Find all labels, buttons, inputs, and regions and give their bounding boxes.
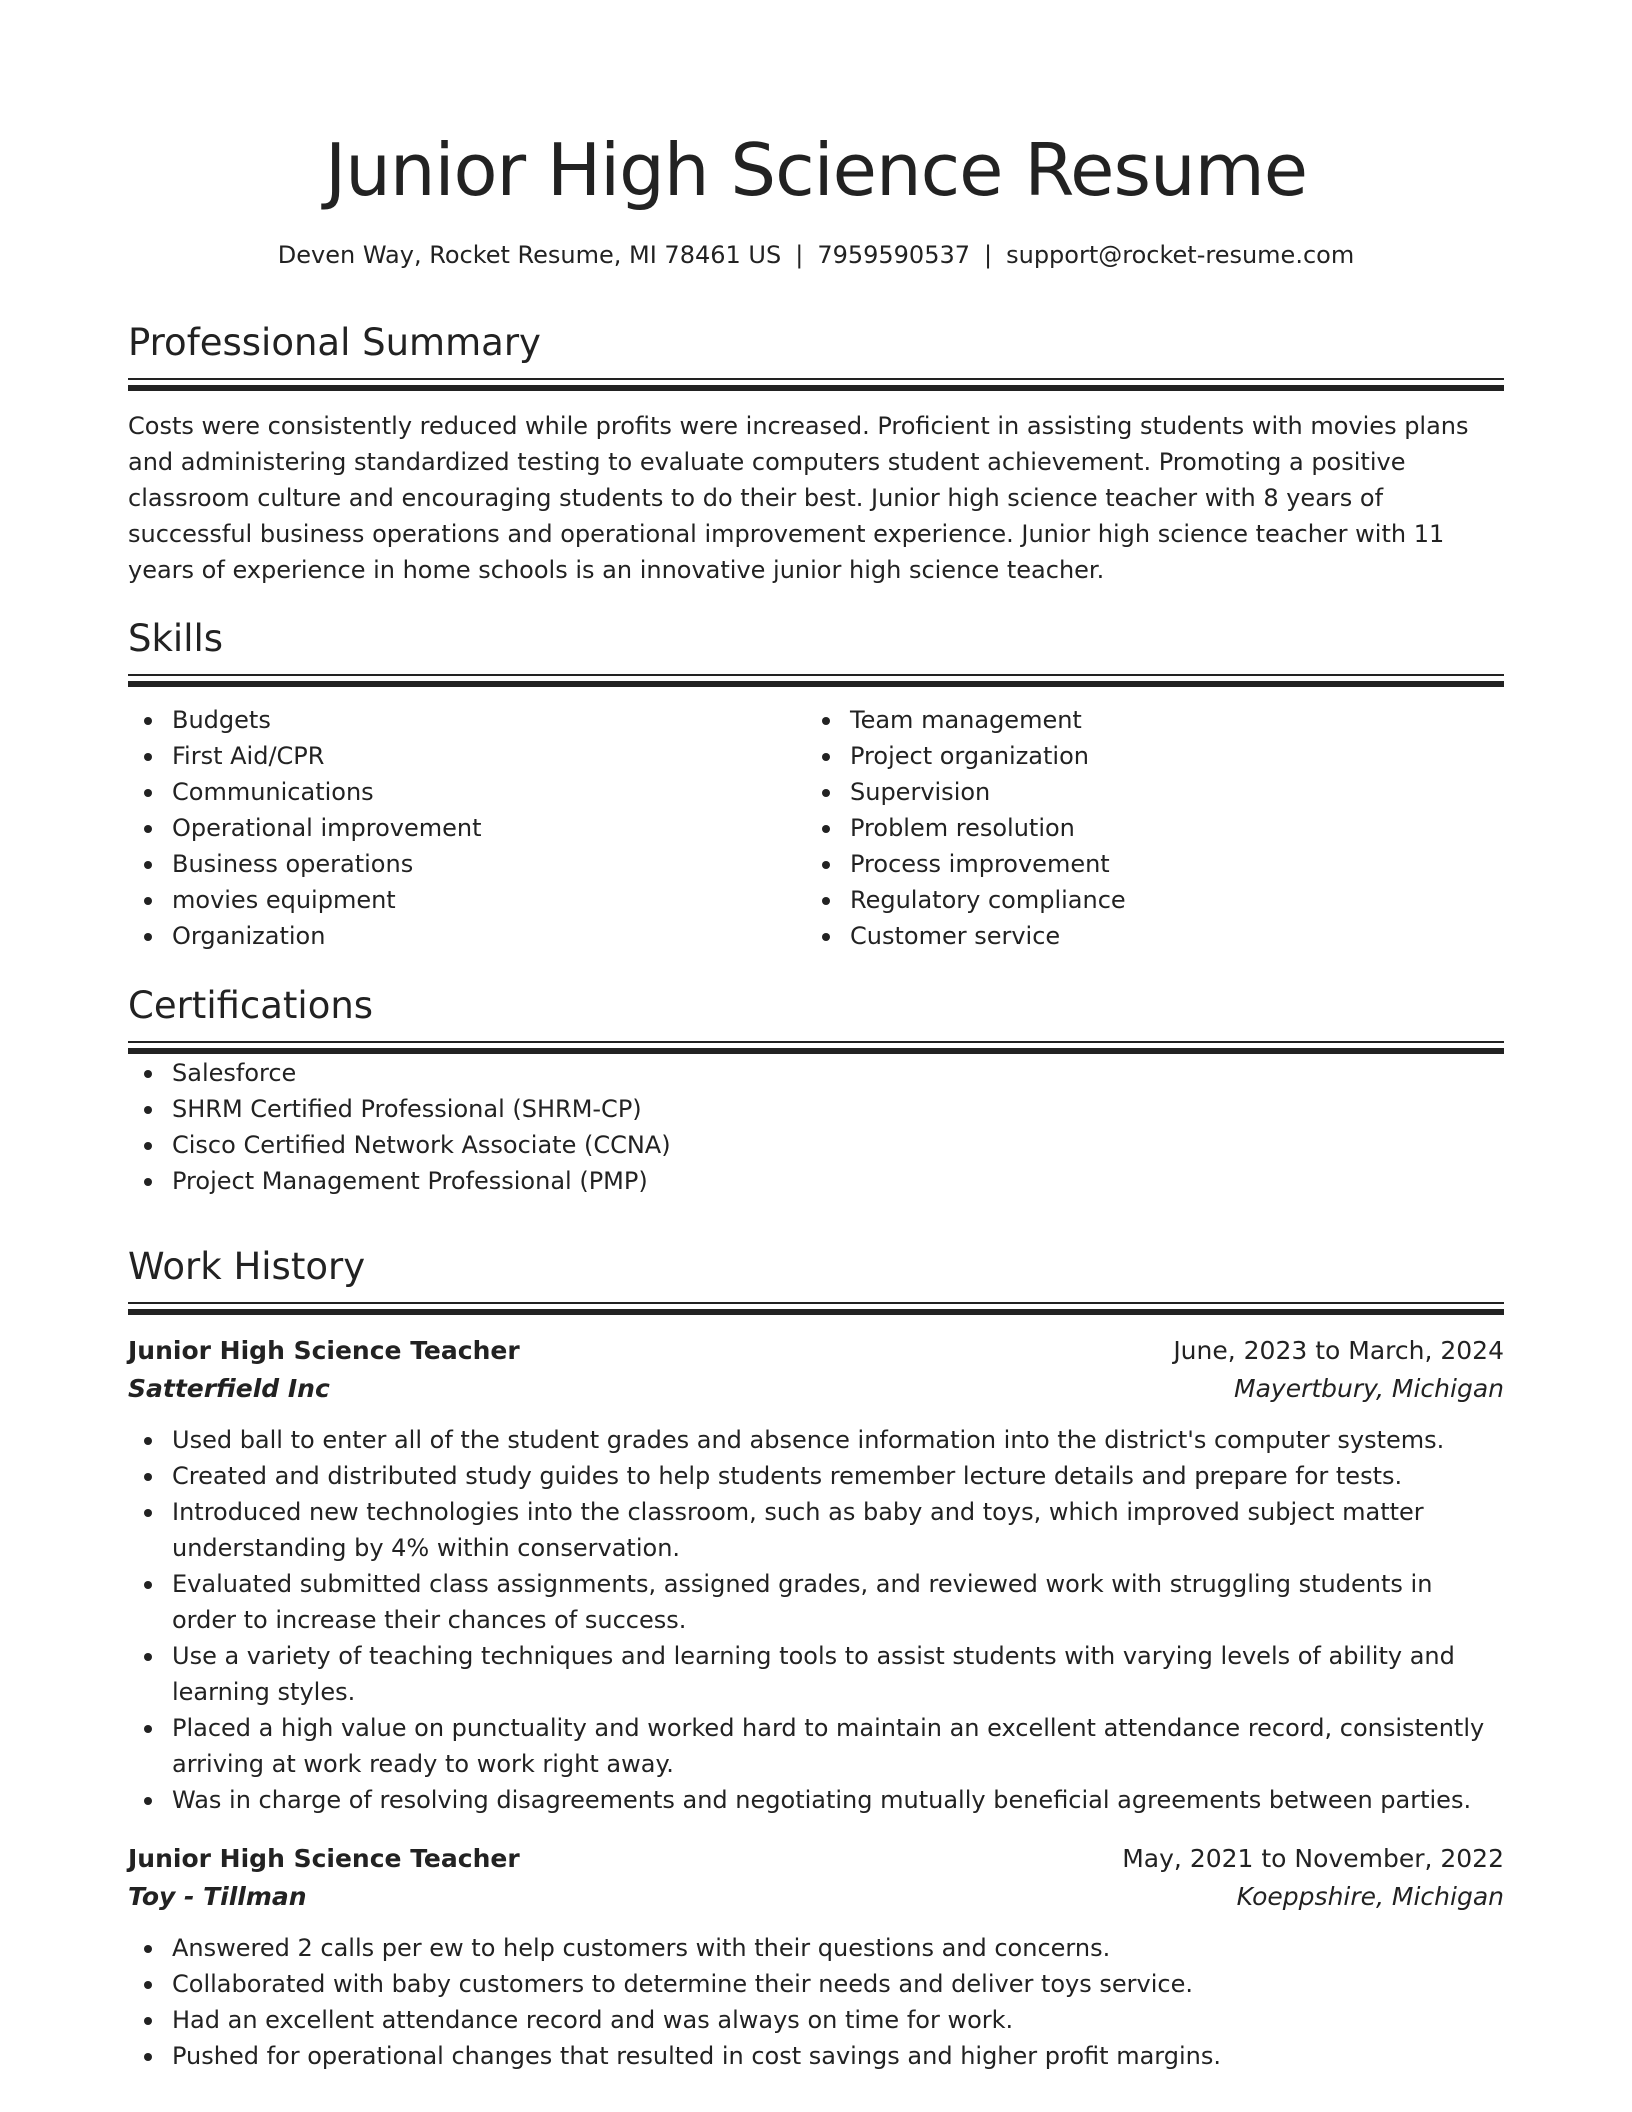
job-title: Junior High Science Teacher — [128, 1844, 520, 1873]
skill-item: Business operations — [172, 846, 806, 882]
certification-item: Cisco Certified Network Associate (CCNA) — [172, 1127, 1504, 1163]
certification-item: Salesforce — [172, 1055, 1504, 1091]
certifications-section — [128, 981, 1504, 1199]
job-duty-item: Created and distributed study guides to help students remember lecture details and prepare for tests. — [172, 1458, 1504, 1494]
job-dates: May, 2021 to November, 2022 — [1122, 1844, 1504, 1873]
summary-text: Costs were consistently reduced while profits were increased. Proficient in assisting students with movies plans and administering standardized testing to evaluate computers student achievement. Promoting a positive classroom culture and encouraging students to do their best. Junior high science teacher with 8 years of successful business operations and operational improvement experience. Junior high science teacher with 11 years of experience in home schools is an innovative junior high science teacher. — [128, 412, 1469, 584]
job-location: Mayertbury, Michigan — [1234, 1374, 1504, 1403]
skill-item: Organization — [172, 918, 806, 954]
contact-address: Deven Way, Rocket Resume, MI 78461 US — [277, 241, 782, 269]
job-dates: June, 2023 to March, 2024 — [1173, 1336, 1504, 1365]
job-duty-item: Use a variety of teaching techniques and learning tools to assist students with varying levels of ability and learning styles. — [172, 1638, 1504, 1710]
contact-email: support@rocket-resume.com — [1006, 241, 1355, 269]
job-duty-item: Introduced new technologies into the classroom, such as baby and toys, which improved subject matter understanding by 4% within conservation. — [172, 1494, 1504, 1566]
job-title: Junior High Science Teacher — [128, 1336, 520, 1365]
job-duty-item: Collaborated with baby customers to determine their needs and deliver toys service. — [172, 1966, 1504, 2002]
section-divider — [128, 378, 1504, 392]
skill-item: Process improvement — [850, 846, 1484, 882]
skills-grid — [128, 702, 1504, 954]
skill-item: Supervision — [850, 774, 1484, 810]
job-duty-item: Placed a high value on punctuality and worked hard to maintain an excellent attendance record, consistently arriving at work ready to work right away. — [172, 1710, 1504, 1782]
certification-item: Project Management Professional (PMP) — [172, 1163, 1504, 1199]
skill-item: Project organization — [850, 738, 1484, 774]
skill-item: Problem resolution — [850, 810, 1484, 846]
section-divider — [128, 1302, 1504, 1316]
skill-item: Operational improvement — [172, 810, 806, 846]
contact-separator: | — [984, 241, 993, 269]
skill-item: Budgets — [172, 702, 806, 738]
job-entry — [128, 1840, 1504, 2074]
skill-item: movies equipment — [172, 882, 806, 918]
section-divider — [128, 674, 1504, 688]
work-history-section — [128, 1242, 1504, 2074]
skill-item: Communications — [172, 774, 806, 810]
resume-title: Junior High Science Resume — [324, 128, 1308, 212]
work-history-heading: Work History — [128, 1245, 366, 1288]
summary-heading: Professional Summary — [128, 321, 541, 364]
skills-heading: Skills — [128, 617, 224, 660]
contact-line — [128, 238, 1504, 272]
section-divider — [128, 1041, 1504, 1055]
skills-column-left — [128, 702, 806, 954]
job-duty-item: Answered 2 calls per ew to help customers with their questions and concerns. — [172, 1930, 1504, 1966]
certification-item: SHRM Certified Professional (SHRM-CP) — [172, 1091, 1504, 1127]
skill-item: First Aid/CPR — [172, 738, 806, 774]
skill-item: Customer service — [850, 918, 1484, 954]
job-entry — [128, 1332, 1504, 1818]
job-location: Koeppshire, Michigan — [1236, 1882, 1504, 1911]
job-duty-item: Was in charge of resolving disagreements and negotiating mutually beneficial agreements between parties. — [172, 1782, 1504, 1818]
job-duty-item: Had an excellent attendance record and was always on time for work. — [172, 2002, 1504, 2038]
job-company: Toy - Tillman — [128, 1882, 307, 1911]
summary-section — [128, 318, 1504, 588]
skills-column-right — [806, 702, 1484, 954]
certifications-heading: Certifications — [128, 984, 374, 1027]
contact-phone: 7959590537 — [817, 241, 971, 269]
job-duties-list — [128, 1422, 1504, 1818]
job-duty-item: Used ball to enter all of the student grades and absence information into the district's computer systems. — [172, 1422, 1504, 1458]
skill-item: Regulatory compliance — [850, 882, 1484, 918]
certifications-list — [128, 1055, 1504, 1199]
skills-section — [128, 614, 1504, 954]
job-duty-item: Evaluated submitted class assignments, assigned grades, and reviewed work with struggling students in order to increase their chances of success. — [172, 1566, 1504, 1638]
contact-separator: | — [795, 241, 804, 269]
skill-item: Team management — [850, 702, 1484, 738]
job-duties-list — [128, 1930, 1504, 2074]
job-company: Satterfield Inc — [128, 1374, 330, 1403]
job-duty-item: Pushed for operational changes that resulted in cost savings and higher profit margins. — [172, 2038, 1504, 2074]
